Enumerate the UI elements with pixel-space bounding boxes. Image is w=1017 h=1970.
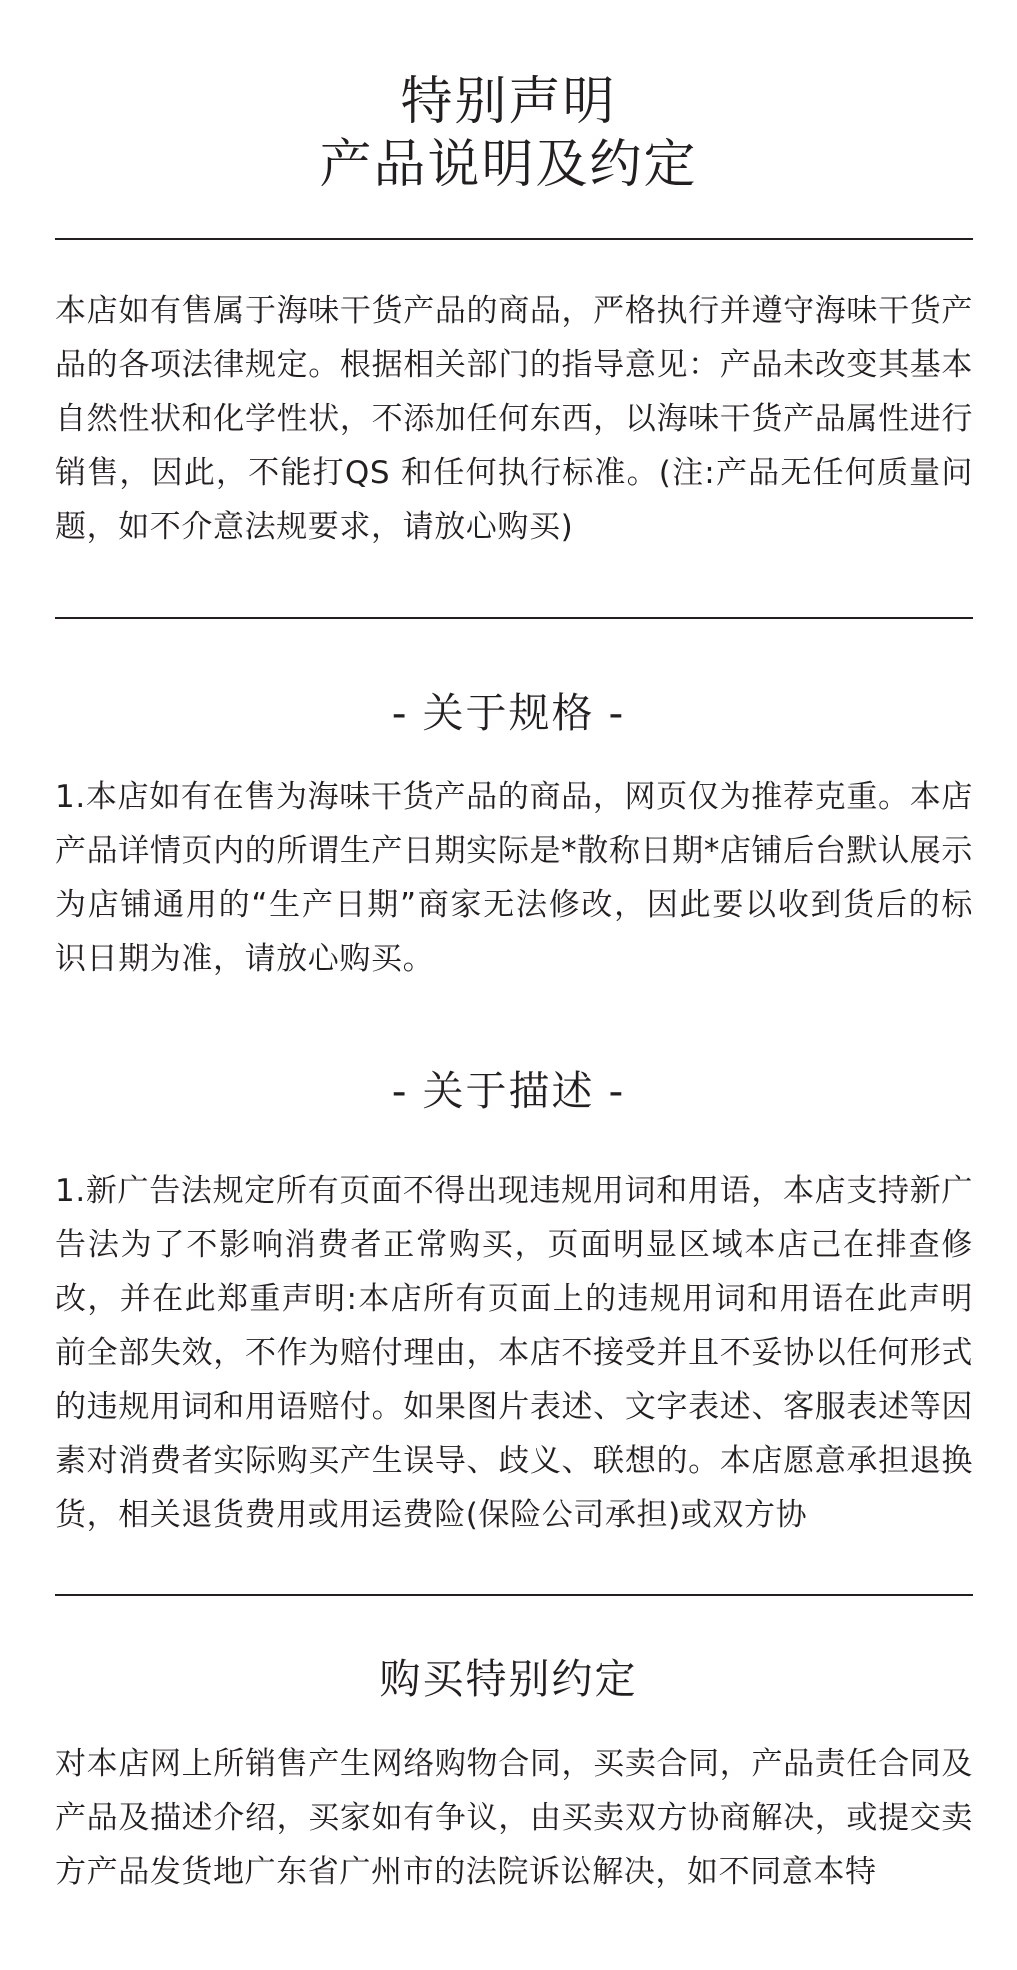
purchase-paragraph: 对本店网上所销售产生网络购物合同，买卖合同，产品责任合同及产品及描述介绍，买家如有争议，由买卖双方协商解决，或提交卖方产品发货地广东省广州市的法院诉讼解决，如不同意本特 <box>55 1746 973 1890</box>
heading-dash-right: - <box>608 689 626 737</box>
divider-bottom <box>55 1594 973 1596</box>
page-title-line-2: 产品说明及约定 <box>319 135 698 195</box>
declaration-paragraph: 本店如有售属于海味干货产品的商品，严格执行并遵守海味干货产品的各项法律规定。根据相关部门的指导意见：产品未改变其基本自然性状和化学性状，不添加任何东西，以海味干货产品属性进行销售，因此，不能打QS 和任何执行标准。(注:产品无任何质量问题，如不介意法规要求，请放心购买) <box>55 293 973 545</box>
desc-section-heading <box>0 1066 1017 1116</box>
divider-middle <box>55 617 973 619</box>
purchase-section-heading: 购买特别约定 <box>379 1655 638 1703</box>
heading-dash-left: - <box>391 689 409 737</box>
desc-heading-text: 关于描述 <box>422 1067 595 1115</box>
divider-top <box>55 238 973 240</box>
page-title-line-1: 特别声明 <box>400 72 617 132</box>
spec-paragraph: 1.本店如有在售为海味干货产品的商品，网页仅为推荐克重。本店产品详情页内的所谓生产日期实际是*散称日期*店铺后台默认展示为店铺通用的“生产日期”商家无法修改，因此要以收到货后的标识日期为准，请放心购买。 <box>55 779 973 977</box>
heading-dash-right: - <box>608 1067 626 1115</box>
desc-paragraph: 1.新广告法规定所有页面不得出现违规用词和用语，本店支持新广告法为了不影响消费者正常购买，页面明显区域本店己在排查修改，并在此郑重声明:本店所有页面上的违规用词和用语在此声明前全部失效，不作为赔付理由，本店不接受并且不妥协以任何形式的违规用词和用语赔付。如果图片表述、文字表述、客服表述等因素对消费者实际购买产生误导、歧义、联想的。本店愿意承担退换货，相关退货费用或用运费险(保险公司承担)或双方协 <box>55 1173 973 1533</box>
spec-section-heading <box>0 688 1017 738</box>
heading-dash-left: - <box>391 1067 409 1115</box>
spec-heading-text: 关于规格 <box>422 689 595 737</box>
